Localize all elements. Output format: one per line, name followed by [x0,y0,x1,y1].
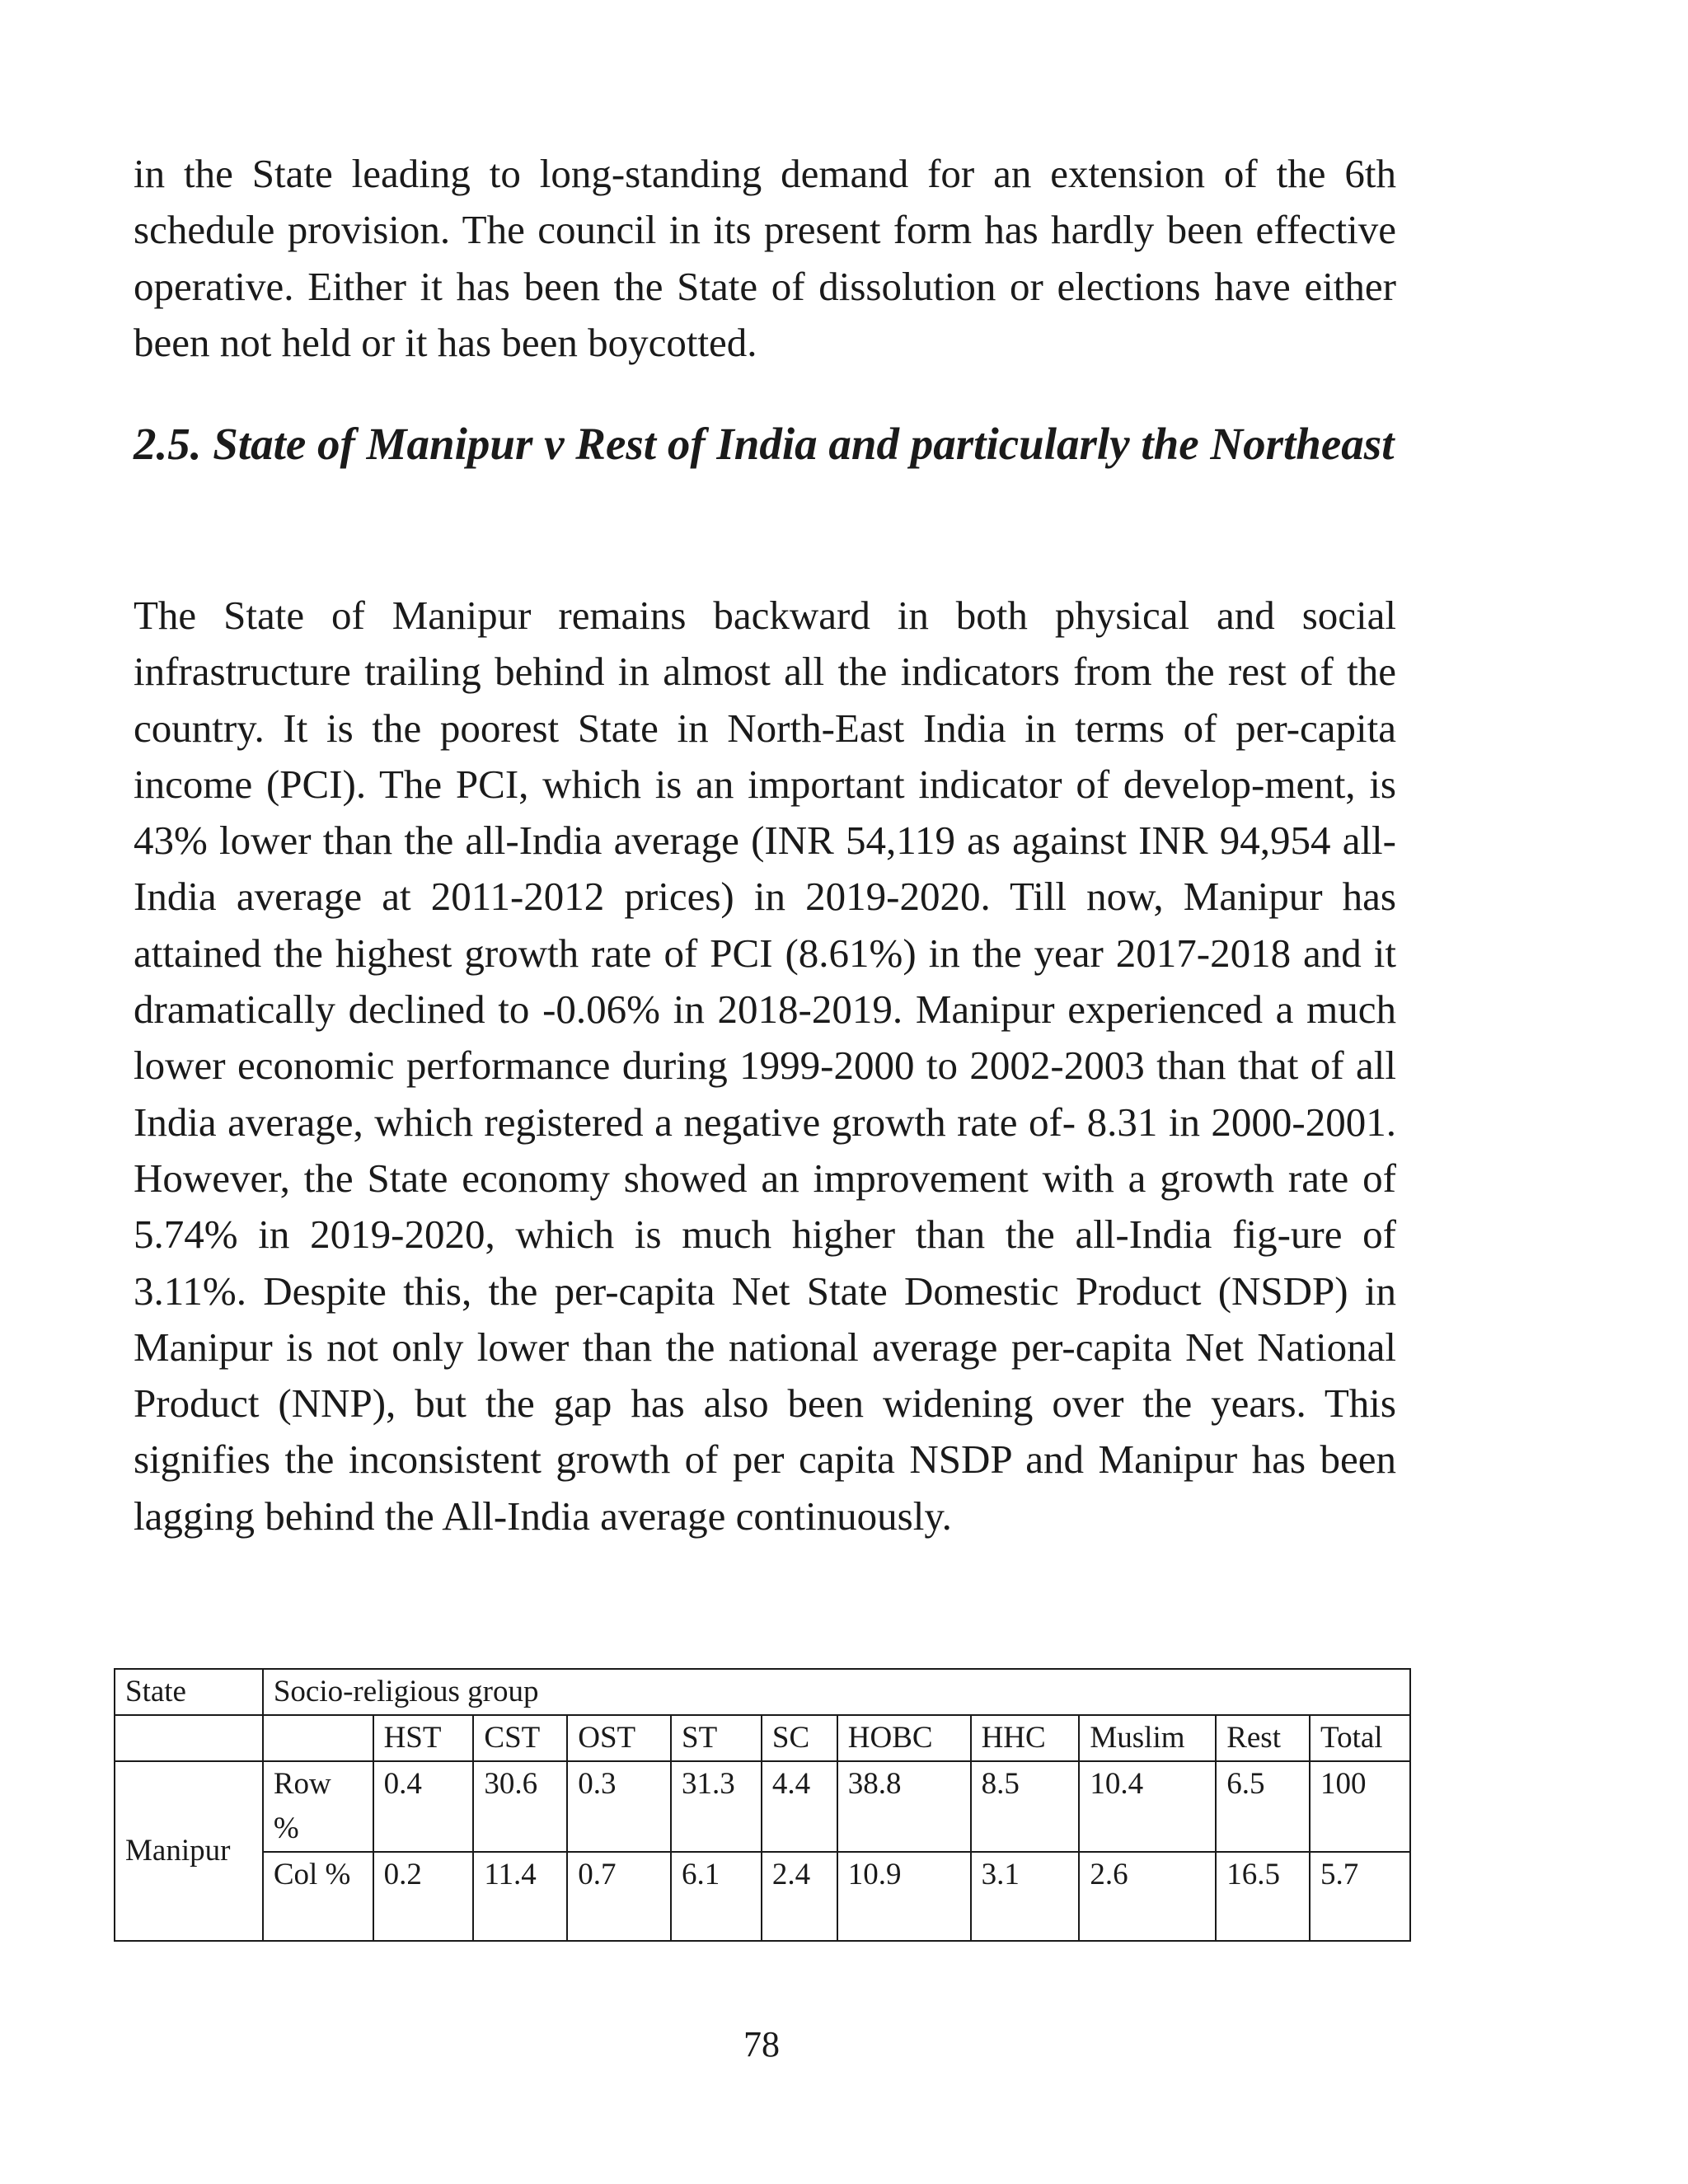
table-row [115,1852,1410,1941]
table-cell: 0.3 [567,1761,671,1852]
column-header: HST [373,1715,474,1761]
column-header: Total [1310,1715,1410,1761]
state-name-cell: Manipur [115,1761,263,1941]
table-cell: 0.7 [567,1852,671,1941]
table-cell: 16.5 [1216,1852,1310,1941]
column-header: Muslim [1079,1715,1216,1761]
section-body-paragraph: The State of Manipur remains backward in both physical and social infrastructure trailing behind in almost all the indicators from the rest of the country. It is the poorest State in North-East India in terms of per-capita income (PCI). The PCI, which is an important indicator of develop-ment, is 43% lower than the all-India average (INR 54,119 as against INR 94,954 all-India average at 2011-2012 prices) in 2019-2020. Till now, Manipur has attained the highest growth rate of PCI (8.61%) in the year 2017-2018 and it dramatically declined to -0.06% in 2018-2019. Manipur experienced a much lower economic performance during 1999-2000 to 2002-2003 than that of all India average, which registered a negative growth rate of- 8.31 in 2000-2001. However, the State economy showed an improvement with a growth rate of 5.74% in 2019-2020, which is much higher than the all-India fig-ure of 3.11%. Despite this, the per-capita Net State Domestic Product (NSDP) in Manipur is not only lower than the national average per-capita Net National Product (NNP), but the gap has also been widening over the years. This signifies the inconsistent growth of per capita NSDP and Manipur has been lagging behind the All-India average continuously. [134,593,1396,1539]
table-cell: 11.4 [473,1852,567,1941]
socio-religious-table [114,1668,1411,1942]
state-column-header: State [115,1669,263,1715]
table-header-row [115,1669,1410,1715]
table-cell: 100 [1310,1761,1410,1852]
page-number: 78 [743,2024,780,2064]
table-cell: 8.5 [971,1761,1080,1852]
intro-paragraph: in the State leading to long-standing demand for an extension of the 6th schedule provision. The council in its present form has hardly been effective operative. Either it has been the State of dissolution or elections have either been not held or it has been boycotted. [134,151,1396,365]
table-cell: 3.1 [971,1852,1080,1941]
table-cell: 10.4 [1079,1761,1216,1852]
table-subheader-row [115,1715,1410,1761]
table-cell: 6.5 [1216,1761,1310,1852]
empty-cell [263,1715,373,1761]
table-cell: 0.2 [373,1852,474,1941]
table-cell: 30.6 [473,1761,567,1852]
column-header: Rest [1216,1715,1310,1761]
table-cell: 10.9 [837,1852,971,1941]
table-cell: 31.3 [671,1761,762,1852]
empty-cell [115,1715,263,1761]
table-cell: 2.4 [762,1852,837,1941]
table-cell: 6.1 [671,1852,762,1941]
table-cell: 0.4 [373,1761,474,1852]
column-header: HOBC [837,1715,971,1761]
column-header: HHC [971,1715,1080,1761]
group-column-header: Socio-religious group [263,1669,1410,1715]
column-header: OST [567,1715,671,1761]
column-header: CST [473,1715,567,1761]
table-cell: 38.8 [837,1761,971,1852]
row-label-cell: Row % [263,1761,373,1852]
table-row [115,1761,1410,1852]
table-cell: 2.6 [1079,1852,1216,1941]
table-cell: 4.4 [762,1761,837,1852]
column-header: SC [762,1715,837,1761]
column-header: ST [671,1715,762,1761]
section-heading: 2.5. State of Manipur v Rest of India and particularly the Northeast [134,419,1395,469]
row-label-cell: Col % [263,1852,373,1941]
table-cell: 5.7 [1310,1852,1410,1941]
